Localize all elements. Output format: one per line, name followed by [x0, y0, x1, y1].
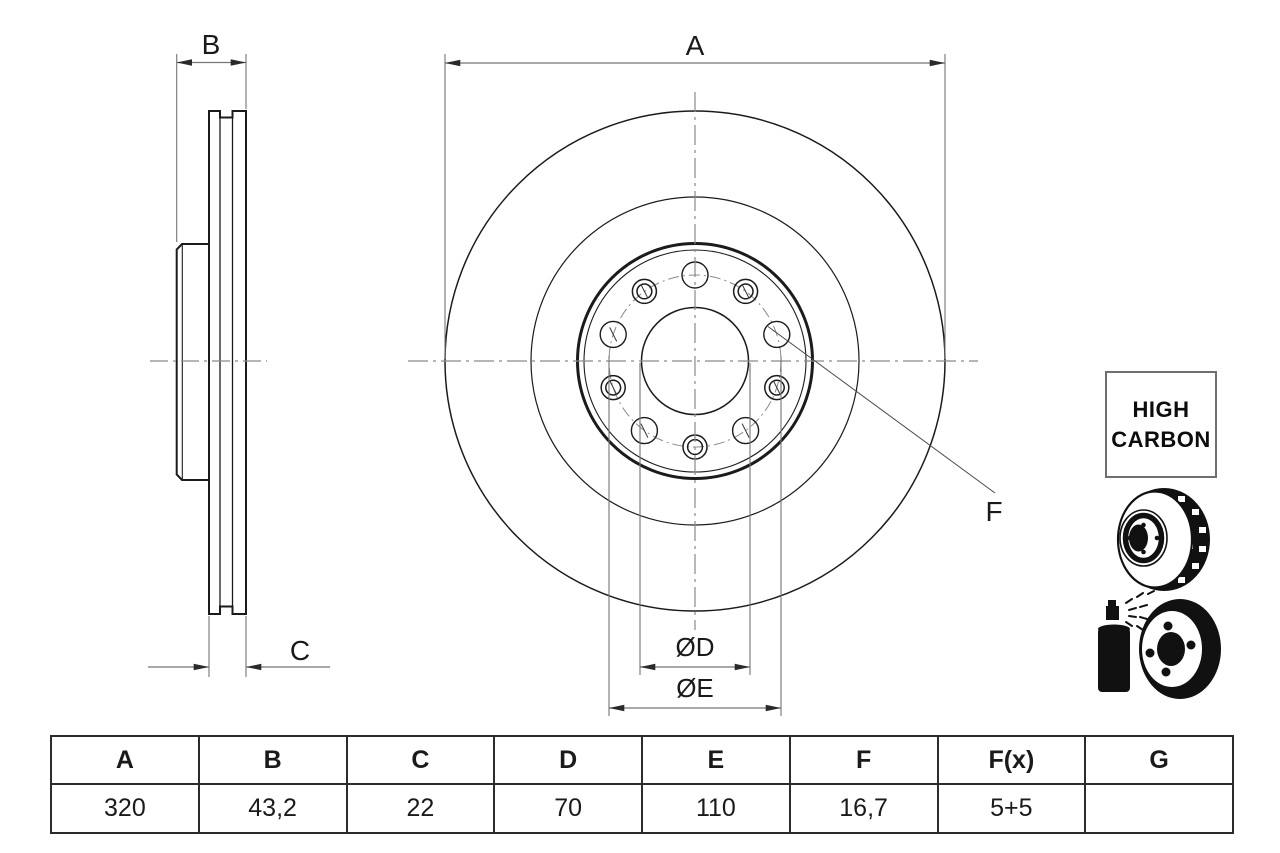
leader-f — [768, 327, 1003, 528]
spray-coated-disc-icon — [1098, 591, 1221, 699]
arrowhead — [231, 59, 246, 65]
table-header-a: A — [51, 736, 199, 784]
friction-ring-outline — [209, 111, 246, 614]
table-header-fx: F(x) — [938, 736, 1086, 784]
table-value-f: 16,7 — [790, 784, 938, 833]
badge-line-2: CARBON — [1111, 426, 1211, 452]
table-value-b: 43,2 — [199, 784, 347, 833]
dim-label-b: B — [201, 29, 221, 60]
vented-brake-disc-icon — [1118, 488, 1210, 591]
high-carbon-badge — [1105, 371, 1217, 478]
table-header-f: F — [790, 736, 938, 784]
arrowhead — [930, 60, 945, 66]
table-header-c: C — [347, 736, 495, 784]
table-value-c: 22 — [347, 784, 495, 833]
dim-label-f: F — [985, 496, 1003, 527]
dimension-b — [177, 29, 246, 242]
table-header-e: E — [642, 736, 790, 784]
table-value-row — [51, 784, 1233, 833]
table-header-g: G — [1085, 736, 1233, 784]
dim-label-c: C — [289, 635, 311, 666]
badge-line-1: HIGH — [1132, 397, 1190, 422]
table-value-a: 320 — [51, 784, 199, 833]
arrowhead — [194, 664, 209, 670]
arrowhead — [246, 664, 261, 670]
table-header-d: D — [494, 736, 642, 784]
table-value-d: 70 — [494, 784, 642, 833]
table-header-b: B — [199, 736, 347, 784]
arrowhead — [609, 705, 624, 711]
hub-hat-outline — [177, 244, 209, 480]
table-value-fx: 5+5 — [938, 784, 1086, 833]
dimension-spec-table — [50, 735, 1234, 834]
dimension-c — [148, 616, 330, 677]
table-header-row — [51, 736, 1233, 784]
arrowhead — [177, 59, 192, 65]
table-value-g — [1085, 784, 1233, 833]
dim-label-diameter-d: ØD — [675, 632, 715, 662]
dim-label-diameter-e: ØE — [676, 673, 714, 703]
arrowhead — [735, 664, 750, 670]
table-value-e: 110 — [642, 784, 790, 833]
arrowhead — [445, 60, 460, 66]
arrowhead — [640, 664, 655, 670]
side-view — [177, 111, 246, 614]
arrowhead — [766, 705, 781, 711]
dim-label-a: A — [685, 30, 705, 61]
